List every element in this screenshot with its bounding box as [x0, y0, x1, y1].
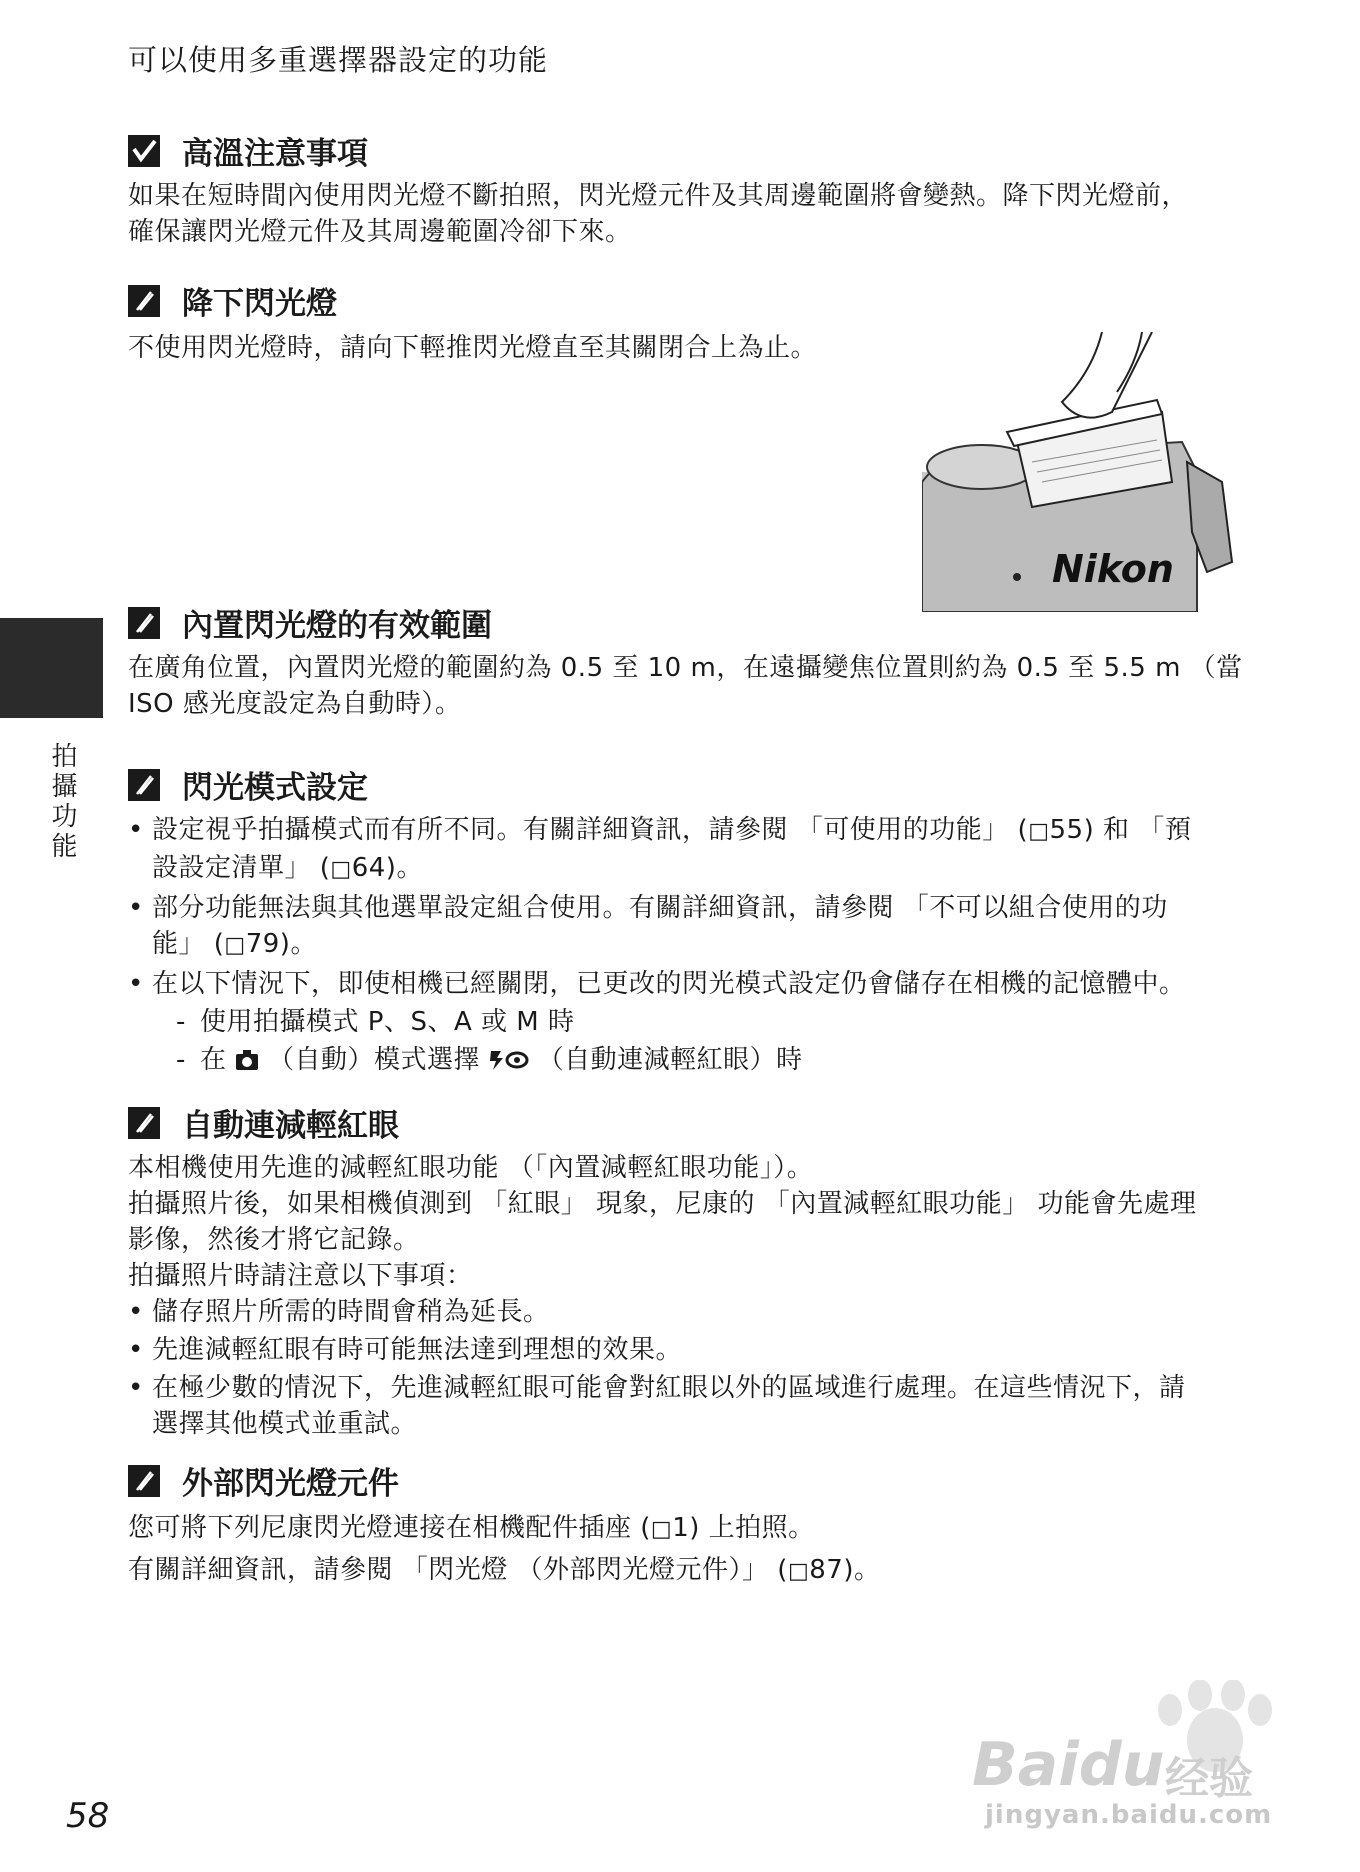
- section-title-heat: [128, 128, 368, 173]
- body-line: 在廣角位置，內置閃光燈的範圍約為 0.5 至 10 m，在遠攝變焦位置則約為 0.5 至 5.5 m （當: [128, 653, 1243, 683]
- list-item: • 儲存照片所需的時間會稍為延長。: [128, 1294, 1258, 1330]
- page-number: 58: [66, 1796, 110, 1836]
- section-title-flash-mode: [128, 762, 368, 807]
- section-title-text: 自動連減輕紅眼: [182, 1108, 399, 1144]
- body-line: 如果在短時間內使用閃光燈不斷拍照，閃光燈元件及其周邊範圍將會變熱。降下閃光燈前，: [128, 181, 1189, 211]
- section-title-text: 降下閃光燈: [182, 286, 337, 322]
- section-body-flash-range: [128, 650, 1258, 722]
- body-line: 本相機使用先進的減輕紅眼功能 （「內置減輕紅眼功能」）。: [128, 1153, 814, 1183]
- camera-auto-mode-icon: [235, 1045, 268, 1075]
- check-caution-icon: [128, 135, 160, 167]
- list-item: • 在極少數的情況下，先進減輕紅眼可能會對紅眼以外的區域進行處理。在這些情況下，請 選擇其他模式並重試。: [128, 1370, 1258, 1442]
- pencil-note-icon: [128, 607, 160, 639]
- book-ref-icon: □: [650, 1517, 673, 1542]
- sub-list-item: - 在 （自動）模式選擇 （自動連減輕紅眼）時: [176, 1042, 1258, 1078]
- section-body-red-eye: [128, 1150, 1258, 1444]
- section-title-lower-flash: [128, 278, 337, 323]
- body-line: 影像，然後才將它記錄。: [128, 1225, 420, 1255]
- chapter-tab: [0, 618, 103, 718]
- body-line: 有關詳細資訊，請參閱 「閃光燈 （外部閃光燈元件）」 (□87)。: [128, 1550, 1258, 1592]
- list-item: • 部分功能無法與其他選單設定組合使用。有關詳細資訊，請參閱 「不可以組合使用的功 能」 (□79)。: [128, 890, 1258, 964]
- book-ref-icon: □: [1028, 819, 1050, 844]
- watermark-url: jingyan.baidu.com: [985, 1800, 1273, 1830]
- section-title-text: 高溫注意事項: [182, 136, 368, 172]
- pencil-note-icon: [128, 1107, 160, 1139]
- section-title-text: 閃光模式設定: [182, 770, 368, 806]
- pencil-note-icon: [128, 769, 160, 801]
- camera-brand-text: Nikon: [1052, 547, 1174, 591]
- body-line: 拍攝照片後，如果相機偵測到 「紅眼」 現象，尼康的 「內置減輕紅眼功能」 功能會先處理: [128, 1189, 1197, 1219]
- section-body-flash-mode: [128, 812, 1258, 1080]
- list-item: • 先進減輕紅眼有時可能無法達到理想的效果。: [128, 1332, 1258, 1368]
- list-item: • 在以下情況下，即使相機已經關閉，已更改的閃光模式設定仍會儲存在相機的記憶體中。 - 使用拍攝模式 P、S、A 或 M 時 - 在 （自動）模式選擇 （自動連減輕紅眼）時: [128, 966, 1258, 1078]
- flash-red-eye-icon: [489, 1045, 538, 1075]
- pencil-note-icon: [128, 285, 160, 317]
- section-title-red-eye: [128, 1100, 399, 1145]
- page-header: 可以使用多重選擇器設定的功能: [128, 43, 549, 77]
- section-title-flash-range: [128, 600, 492, 645]
- book-ref-icon: □: [224, 933, 246, 958]
- section-body-lower-flash: 不使用閃光燈時，請向下輕推閃光燈直至其關閉合上為止。: [128, 333, 818, 363]
- section-title-text: 外部閃光燈元件: [182, 1466, 399, 1502]
- chapter-side-label: 拍攝功能: [47, 742, 77, 862]
- body-line: 確保讓閃光燈元件及其周邊範圍冷卻下來。: [128, 217, 632, 247]
- list-item: • 設定視乎拍攝模式而有所不同。有關詳細資訊，請參閱 「可使用的功能」 (□55) 和 「預 設設定清單」 (□64)。: [128, 812, 1258, 888]
- section-title-text: 內置閃光燈的有效範圍: [182, 608, 492, 644]
- watermark-brand: Baidu: [972, 1730, 1165, 1800]
- section-body-external-flash: [128, 1508, 1258, 1592]
- body-line: ISO 感光度設定為自動時）。: [128, 689, 462, 719]
- book-ref-icon: □: [330, 857, 352, 882]
- watermark-sub: 经验: [1165, 1753, 1253, 1804]
- pencil-note-icon: [128, 1465, 160, 1497]
- section-title-external-flash: [128, 1458, 399, 1503]
- body-line: 拍攝照片時請注意以下事項：: [128, 1261, 473, 1291]
- camera-flash-illustration: [922, 332, 1262, 612]
- sub-list-item: - 使用拍攝模式 P、S、A 或 M 時: [176, 1004, 1258, 1040]
- book-ref-icon: □: [787, 1559, 810, 1584]
- section-body-heat: [128, 178, 1258, 250]
- body-line: 您可將下列尼康閃光燈連接在相機配件插座 (□1) 上拍照。: [128, 1508, 1258, 1550]
